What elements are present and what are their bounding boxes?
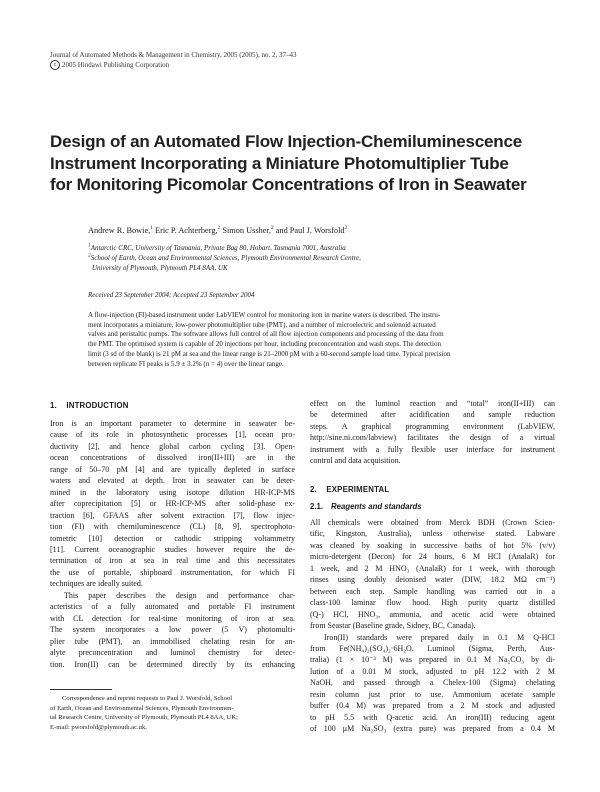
body-line: traction [6], GFAAS after solvent extraction [7], flow injec- [50,510,295,520]
body-line: acteristics of a fully automated and portable FI instrument [50,602,295,612]
journal-citation: Journal of Automated Methods & Management in Chemistry, 2005 (2005), no. 2, 37–43 [50,51,297,59]
affiliation-mark: 2 [88,252,91,259]
affiliation [92,264,552,274]
body-line: was cleaned by soaking in successive baths of hot 5% (v/v) [310,540,555,550]
body-line: lution of a 0.01 M stock, adjusted to pH 12.2 with 2 M [310,666,555,676]
body-line: effect on the luminol reaction and “total” iron(II+III) can [310,399,555,408]
body-line: http://sine.ni.com/labview) facilitates the design of a virtual [310,433,555,443]
abstract-line: valves and peristaltic pumps. The software allows full control of all flow injection components and processing of the data from [88,330,444,339]
body-line: range of 50–70 pM [4] and are typically depleted in surface [50,464,295,474]
body-line: from Fe(NH₄)₂(SO₄)₂·6H₂O. Luminol (Sigma, Perth, Aus- [310,643,555,653]
paper-title [50,131,560,196]
body-line: Iron is an important parameter to determine in seawater be- [50,419,295,428]
body-line: with CL detection for real-time monitoring of iron at sea. [50,613,295,623]
body-line: tometric [10] detection or cathodic stripping voltammetry [50,533,295,543]
body-line: mined in the laboratory using isotope dilution HR-ICP-MS [50,487,295,497]
section-title: INTRODUCTION [66,401,129,410]
abstract-line: between replicate FI peaks is 5.9 ± 3.2% (n = 4) over the linear range. [88,359,284,368]
body-line: the use of portable, shipboard instrumentation, for which FI [50,567,295,577]
abstract-line: the PMT. The optimised system is capable of 20 injections per hour, including preconcentration and wash steps. The detection [88,340,441,349]
body-line: This paper describes the design and performance char- [64,590,295,600]
abstract-line: limit (3 sd of the blank) is 21 pM at sea and the linear range is 21–2000 pM with a 60-second sample load time. Typical precision [88,349,451,358]
body-line: All chemicals were obtained from Merck BDH (Crown Scien- [310,518,555,527]
body-line: [11]. Current oceanographic studies however require the de- [50,544,295,554]
body-line: buffer (0.4 M) was prepared from a 2 M stock and adjusted [310,701,555,711]
affiliation-text: Antarctic CRC, University of Tasmania, Private Bag 80, Hobart, Tasmania 7001, Australia [90,244,346,252]
body-line: resin column just prior to use. Ammonium acetate sample [310,689,555,699]
affiliation-text: University of Plymouth, Plymouth PL4 8AA, UK [92,264,228,272]
body-line: steps. A graphical programming environment (LabVIEW, [310,421,555,431]
body-line: alyte preconcentration and luminol chemistry for detec- [50,648,295,658]
title-line: for Monitoring Picomolar Concentrations of Iron in Seawater [50,175,527,194]
body-line: control and data acquisition. [310,456,401,466]
affiliation-text: School of Earth, Ocean and Environmental Sciences, Plymouth Environmental Research Centre, [90,254,361,262]
abstract-line: A flow-injection (FI)-based instrument under LabVIEW control for monitoring iron in marine waters is described. The instru- [88,311,441,319]
body-line: after coprecipitation [5] or HR-ICP-MS after solid-phase ex- [50,499,295,509]
author-name: Andrew R. Bowie, [88,226,151,235]
footnote-line: of Earth, Ocean and Environmental Sciences, Plymouth Environmen- [50,704,234,712]
footnote-line: E-mail: pworsfold@plymouth.ac.uk. [50,723,147,731]
subsection-title: Reagents and standards [331,502,422,511]
body-line: termination of iron at sea in real time and this necessitates [50,556,295,566]
body-line: instrument with a fully flexible user interface for instrument [310,444,555,454]
author-list [88,225,347,236]
body-line: techniques are ideally suited. [50,579,143,589]
body-line: ocean concentrations of dissolved iron(II+III) are in the [50,453,295,463]
body-line: rinses using doubly deionised water (DIW, 18.2 MΩ cm⁻¹) [310,575,555,585]
copyright-line [50,60,169,70]
body-line: plier tube (PMT), an immobilised chelating resin for an- [50,636,295,646]
section-heading-introduction [50,401,129,411]
abstract-line: ment incorporates a miniature, low-power photomultiplier tube (PMT), and a number of microelectric and solenoid actuated [88,320,436,329]
title-line: Instrument Incorporating a Miniature Photomultiplier Tube [50,153,509,173]
body-line: tion (FI) with chemiluminescence (CL) [8, 9], spectrophoto- [50,522,295,532]
title-line: Design of an Automated Flow Injection-Chemiluminescence [50,132,522,151]
right-column-intro [310,398,555,467]
body-line: between each step. Sample handling was carried out in a [310,586,555,596]
affiliation [88,244,548,254]
body-line: tific, Kingston, Australia), unless otherwise stated. Labware [310,529,555,539]
body-line: cause of its role in photosynthetic processes [1], ocean pro- [50,430,295,440]
copyright-text: 2005 Hindawi Publishing Corporation [62,61,170,69]
section-number: 2. [310,485,317,494]
author-name: Simon Ussher, [220,226,271,235]
subsection-number: 2.1. [310,502,324,511]
author-affil-mark: 2 [344,225,348,232]
body-line: micro-detergent (Decon) for 24 hours, 6 M HCl (AnalaR) for [310,552,555,562]
body-line: class-100 laminar flow hood. High purity quartz distilled [310,598,555,608]
author-name: Eric P. Achterberg, [152,226,218,235]
correspondence-footnote [50,694,295,732]
body-line: tion. Iron(II) can be determined directly by its enhancing [50,659,295,669]
author-affil-mark: 2 [217,225,221,232]
body-line: (Q-) HCl, HNO₃, ammonia, and acetic acid were obtained [310,609,555,619]
body-line: Iron(II) standards were prepared daily in 0.1 M Q-HCl [324,632,555,642]
body-line: be determined after acidification and sample reduction [310,410,555,420]
author-name: and Paul J. Worsfold [273,226,345,235]
body-line: to pH 5.5 with Q-acetic acid. An iron(III) reducing agent [310,712,555,722]
body-line: NaOH, and passed through a Chelex-100 (Sigma) chelating [310,678,555,688]
author-affil-mark: 1 [150,225,153,232]
body-line: The system incorporates a low power (5 V) photomulti- [50,625,295,635]
body-line: 1 week, and 2 M HNO₃ (AnalaR) for 1 week, with thorough [310,563,555,573]
body-line: of 100 μM Na₂SO₃ (extra pure) was prepared from a 0.4 M [310,724,555,734]
footnote-line: Correspondence and reprint requests to Paul J. Worsfold, School [62,695,233,702]
section-heading-experimental [310,485,389,495]
abstract [88,311,552,369]
body-line: waters and elevated at depth. Iron in seawater can be deter- [50,476,295,486]
footnote-divider [50,689,112,690]
affiliation-mark: 1 [88,242,91,249]
section-number: 1. [50,401,57,410]
body-line: tralia) (1 × 10⁻³ M) was prepared in 0.1 M Na₂CO₃ by di- [310,655,555,665]
copyright-icon: c [50,60,60,70]
left-column-body [50,418,295,670]
author-affil-mark: 2 [270,225,274,232]
affiliation [88,254,548,264]
footnote-line: tal Research Centre, University of Plymouth, Plymouth PL4 8AA, UK; [50,714,238,721]
subsection-heading-reagents [310,502,422,512]
section-title: EXPERIMENTAL [326,485,390,494]
received-dates: Received 23 September 2004; Accepted 23 September 2004 [88,291,255,299]
body-line: from Seastar (Baseline grade, Sidney, BC, Canada). [310,621,476,631]
body-line: ductivity [2], and hence global carbon cycling [3]. Open- [50,441,295,451]
right-column-body [310,517,555,735]
